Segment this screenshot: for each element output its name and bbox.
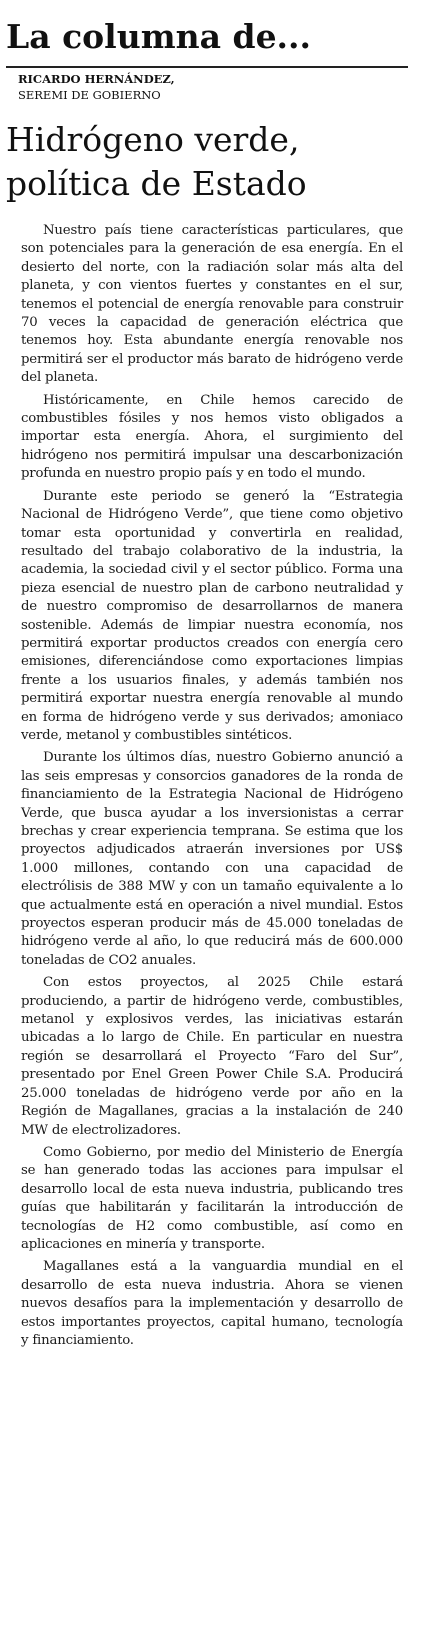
paragraph: Magallanes está a la vanguardia mundial en el desarrollo de esta nueva industria. Ahora se vienen nuevos desafíos para la implementación y desarrollo de estos importantes proyectos, capital humano, tecnología y financiamiento. [21, 1259, 403, 1348]
headline-line-2: política de Estado [6, 164, 307, 203]
author-role: SEREMI DE GOBIERNO [18, 88, 161, 102]
paragraph: Durante los últimos días, nuestro Gobierno anunció a las seis empresas y consorcios ganadores de la ronda de financiamiento de la Estrategia Nacional de Hidrógeno Verde, que busca ayudar a los inversionistas a cerrar brechas y crear experiencia temprana. Se estima que los proyectos adjudicados atraerán inversiones por US$ 1.000 millones, contando con una capacidad de electrólisis de 388 MW y con un tamaño equivalente a lo que actualmente está en operación a nivel mundial. Estos proyectos esperan producir más de 45.000 toneladas de hidrógeno verde al año, lo que reducirá más de 600.000 toneladas de CO2 anuales. [21, 750, 403, 968]
author-name: RICARDO HERNÁNDEZ, [18, 72, 175, 86]
column-title: La columna de... [6, 17, 312, 56]
paragraph: Durante este periodo se generó la “Estrategia Nacional de Hidrógeno Verde”, que tiene como objetivo tomar esta oportunidad y convertirla en realidad, resultado del trabajo colaborativo de la industria, la academia, la sociedad civil y el sector público. Forma una pieza esencial de nuestro plan de carbono neutralidad y de nuestro compromiso de desarrollarnos de manera sostenible. Además de limpiar nuestra economía, nos permitirá exportar productos creados con energía cero emisiones, diferenciándose como exportaciones limpias frente a los usuarios finales, y además también nos permitirá exportar nuestra energía renovable al mundo en forma de hidrógeno verde y sus derivados; amoniaco verde, metanol y combustibles sintéticos. [21, 488, 403, 743]
headline-line-1: Hidrógeno verde, [6, 120, 300, 159]
header-rule [6, 66, 408, 68]
paragraph: Nuestro país tiene características particulares, que son potenciales para la generación de esa energía. En el desierto del norte, con la radiación solar más alta del planeta, y con vientos fuertes y constantes en el sur, tenemos el potencial de energía renovable para construir 70 veces la capacidad de generación eléctrica que tenemos hoy. Esta abundante energía renovable nos permitirá ser el productor más barato de hidrógeno verde del planeta. [21, 223, 403, 386]
article-headline [6, 118, 416, 206]
article-body [21, 222, 403, 1354]
paragraph: Con estos proyectos, al 2025 Chile estará produciendo, a partir de hidrógeno verde, combustibles, metanol y explosivos verdes, las iniciativas estarán ubicadas a lo largo de Chile. En particular en nuestra región se desarrollará el Proyecto “Faro del Sur”, presentado por Enel Green Power Chile S.A. Producirá 25.000 toneladas de hidrógeno verde por año en la Región de Magallanes, gracias a la instalación de 240 MW de electrolizadores. [21, 975, 403, 1138]
paragraph: Como Gobierno, por medio del Ministerio de Energía se han generado todas las acciones para impulsar el desarrollo local de esta nueva industria, publicando tres guías que habilitarán y facilitarán la introducción de tecnologías de H2 como combustible, así como en aplicaciones en minería y transporte. [21, 1144, 403, 1252]
paragraph: Históricamente, en Chile hemos carecido de combustibles fósiles y nos hemos visto obligados a importar esta energía. Ahora, el surgimiento del hidrógeno nos permitirá impulsar una descarbonización profunda en nuestro propio país y en todo el mundo. [21, 392, 403, 482]
